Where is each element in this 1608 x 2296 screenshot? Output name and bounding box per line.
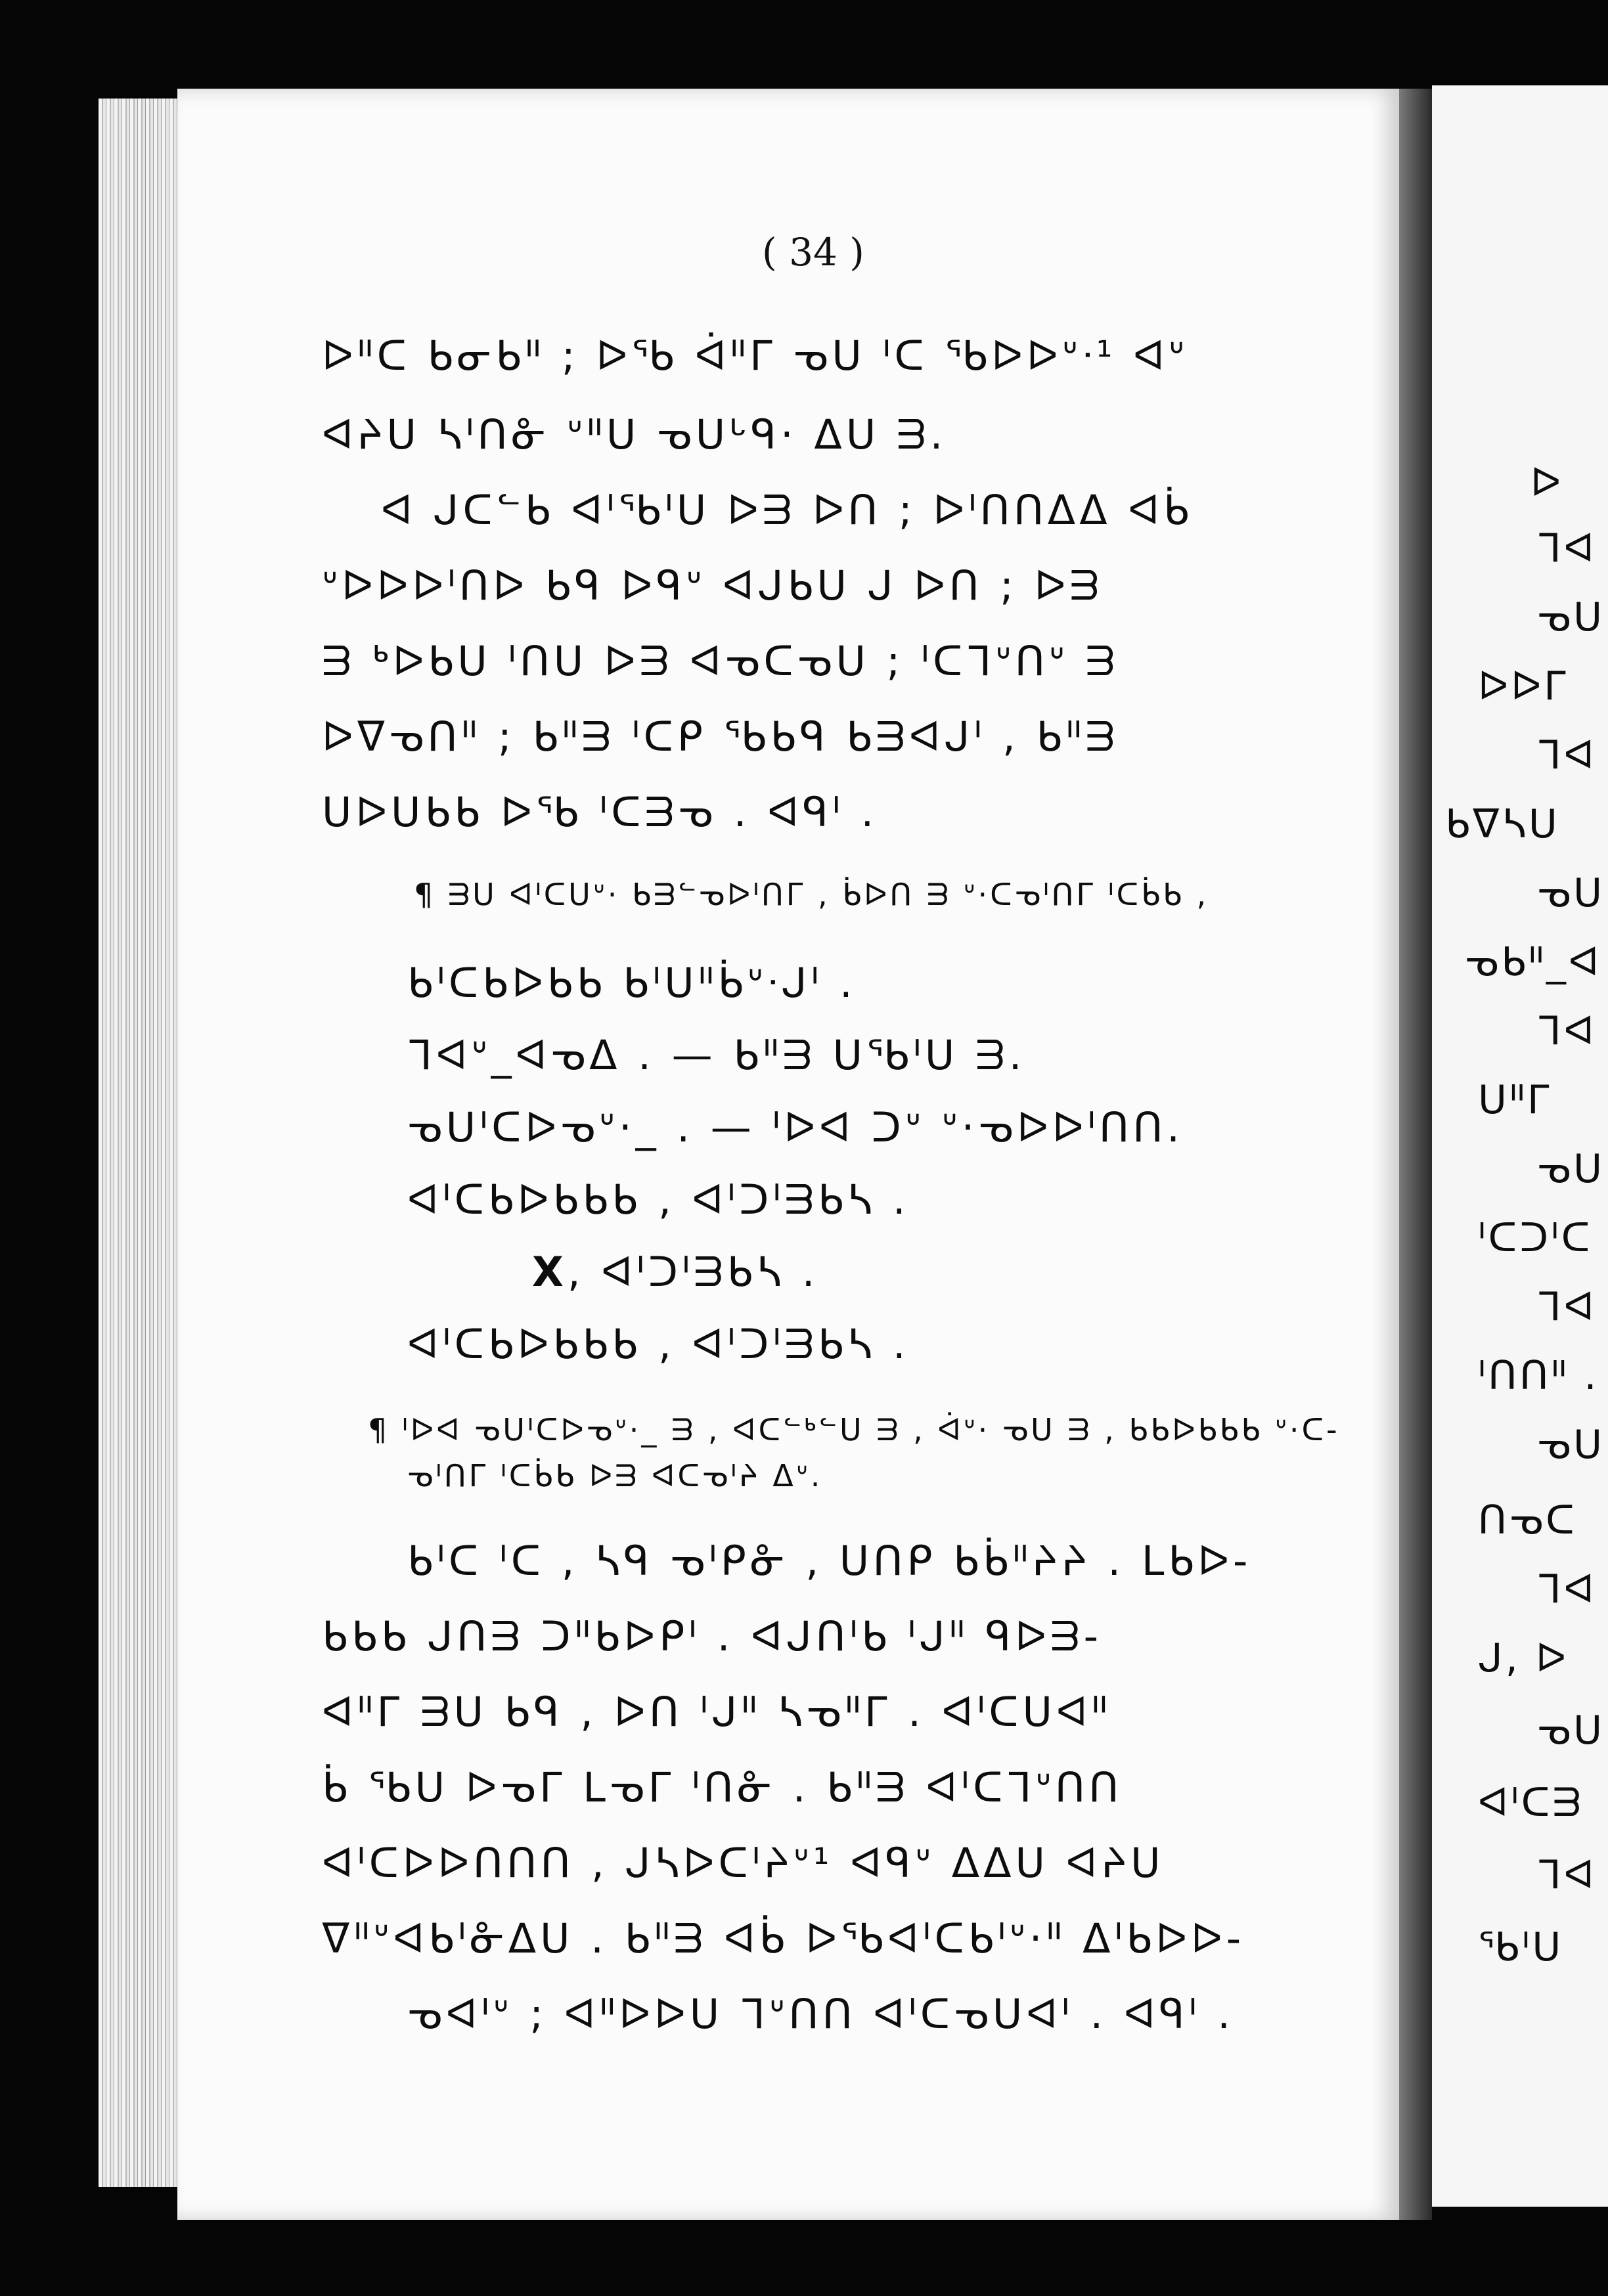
section-note: ¶ ᑊᐅᐊ ᓀᑌᑊᑕᐅᓀᐡ·_ ᗱ , ᐊᑕᓪᒃᓪᑌ ᗱ , ᐋᐡ· ᓀᑌ ᗱ , ᑲᑲᐅᑲᑲᑲ ᐡ·ᑕ- [368,1412,1340,1447]
text-line: ᑳ ᖃᑌ ᐅᓀᒥ ᒪᓀᒥ ᑊᑎᓁ . ᑲᐦᗱ ᐊᑊᑕᒣᐡᑎᑎ [322,1763,1123,1811]
text-line: ᐁᐦᐡᐊᑲᑊᓁᐃᑌ . ᑲᐦᗱ ᐊᑳ ᐅᖃᐊᑊᑕᑲᑊᐡ·ᐦ ᐃᑊᑲᐅᐅ- [322,1914,1245,1962]
text-line: ᑲᑊᑕ ᑊᑕ , ᓴᑫ ᓀᑊᑭᓁ , ᑌᑎᑭ ᑲᑳᐦᔨᔨ . ᒪᑲᐅ- [407,1537,1252,1585]
facing-text: ᓀᑌ [1537,594,1605,640]
facing-text: ᒣᐊ [1537,1008,1597,1054]
text-line: ᑌᐅᑌᑲᑲ ᐅᖃ ᑊᑕᗱᓀ . ᐊᑫᑊ . [322,788,878,836]
text-line: ᐊ ᒍᑕᓪᑲ ᐊᑊᖃᑊᑌ ᐅᗱ ᐅᑎ ; ᐅᑊᑎᑎᐃᐃ ᐊᑳ [381,486,1193,534]
list-item-x [532,1248,819,1296]
facing-text: ᓀᑌ [1537,870,1605,916]
facing-text: ᑌᐦᒥ [1478,1077,1552,1123]
text-line: ᓀᐊᑊᐡ ; ᐊᐦᐅᐅᑌ ᒣᐡᑎᑎ ᐊᑊᑕᓀᑌᐊᑊ . ᐊᑫᑊ . [407,1990,1234,2038]
facing-text: ᓀᑲᐦ_ᐊ [1465,939,1602,985]
facing-text: ᓀᑌ [1537,1146,1605,1192]
facing-text: ᐅ [1530,460,1564,506]
text-line: ᐅᐦᑕ ᑲᓂᑲᐦ ; ᐅᖃ ᐋᐦᒥ ᓀᑌ ᑊᑕ ᖃᐅᐅᐡᐧ¹ ᐊᐡ [322,332,1188,380]
list-item: ᑲᑊᑕᑲᐅᑲᑲ ᑲᑊᑌᐦᑳᐡᐧᒍᑊ . [407,959,857,1007]
facing-text: ᑊᑎᑎᐦ . [1478,1353,1599,1399]
text-line: ᐊᑊᑕᐅᐅᑎᑎᑎ , ᒍᓴᐅᑕᑊᔨᐡ¹ ᐊᑫᐡ ᐃᐃᑌ ᐊᔨᑌ [322,1839,1165,1887]
facing-text: ᑲᐁᓴᑌ [1445,801,1560,847]
text-line: ᑲᑲᑲ ᒍᑎᗱ ᑐᐦᑲᐅᑭᑊ . ᐊᒍᑎᑊᑲ ᑊᒍᐦ ᑫᐅᗱ- [322,1612,1102,1660]
list-item: ᐊᑊᑕᑲᐅᑲᑲᑲ , ᐊᑊᑐᑊᗱᑲᓴ . [407,1176,910,1224]
book-gutter [1399,89,1432,2220]
list-item: ᓀᑌᑊᑕᐅᓀᐡ·_ . — ᑊᐅᐊ ᑐᐡ ᐡ·ᓀᐅᐅᑊᑎᑎ. [407,1103,1184,1151]
text-line: ᐅᐁᓀᑎᐦ ; ᑲᐦᗱ ᑊᑕᑭ ᖃᑲᑫ ᑲᗱᐊᒍᑊ , ᑲᐦᗱ [322,713,1119,761]
facing-text: ᒍ, ᐅ [1478,1635,1569,1681]
page-stack-edges [99,99,184,2187]
book-page [177,89,1399,2220]
section-note-cont: ᓀᑊᑎᒥ ᑊᑕᑳᑲ ᐅᗱ ᐊᑕᓀᑊᔨ ᐃᐡ. [407,1458,823,1493]
text-line: ᐊᔨᑌ ᓴᑊᑎᓁ ᐡᐦᑌ ᓀᑌᒡᑫ· ᐃᑌ ᗱ. [322,410,947,458]
x-mark: X [532,1248,568,1296]
text-line: ᐊᐦᒥ ᗱᑌ ᑲᑫ , ᐅᑎ ᑊᒍᐦ ᓴᓀᐦᒥ . ᐊᑊᑕᑌᐊᐦ [322,1688,1111,1736]
facing-text: ᒣᐊ [1537,525,1597,571]
facing-text: ᒣᐊ [1537,732,1597,778]
text-line: ᐡᐅᐅᐅᑊᑎᐅ ᑲᑫ ᐅᑫᐡ ᐊᒍᑲᑌ ᒍ ᐅᑎ ; ᐅᗱ [322,562,1104,609]
facing-text: ᑎᓀᑕ [1478,1497,1577,1543]
facing-text: ᒣᐊ [1537,1284,1597,1330]
facing-text: ᓀᑌ [1537,1422,1605,1468]
section-note: ¶ ᗱᑌ ᐊᑊᑕᑌᐡ· ᑲᗱᓪᓀᐅᑊᑎᒥ , ᑳᐅᑎ ᗱ ᐡ·ᑕᓀᑊᑎᒥ ᑊᑕᑳᑲ , [414,877,1209,912]
text-line: ᗱ ᒃᐅᑲᑌ ᑊᑎᑌ ᐅᗱ ᐊᓀᑕᓀᑌ ; ᑊᑕᒣᐡᑎᐡ ᗱ [322,637,1119,685]
list-item: ᐊᑊᑕᑲᐅᑲᑲᑲ , ᐊᑊᑐᑊᗱᑲᓴ . [407,1320,910,1368]
x-line-text: , ᐊᑊᑐᑊᗱᑲᓴ . [567,1248,819,1296]
facing-text: ᑊᑕᑐᑊᑕ [1478,1215,1593,1261]
facing-text: ᓀᑌ [1537,1708,1605,1754]
page-number: ( 34 ) [762,230,864,275]
list-item: ᒣᐊᐡ_ᐊᓀᐃ . — ᑲᐦᗱ ᑌᖃᑊᑌ ᗱ. [407,1031,1026,1079]
facing-text: ᖃᑊᑌ [1478,1924,1564,1970]
facing-text: ᒣᐊ [1537,1566,1597,1612]
facing-text: ᐊᑊᑕᗱ [1478,1780,1584,1826]
facing-text: ᐅᐅᒥ [1478,663,1569,709]
facing-text: ᒣᐊ [1537,1852,1597,1898]
